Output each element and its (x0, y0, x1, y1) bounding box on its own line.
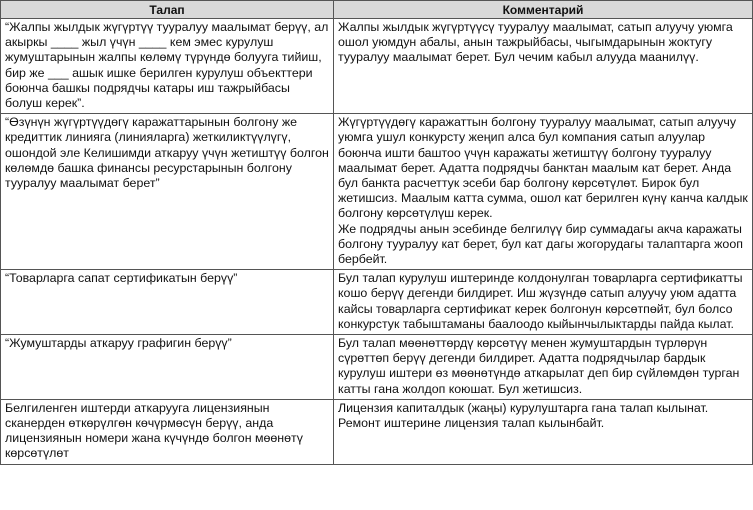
comment-cell (334, 399, 753, 464)
comment-cell (334, 335, 753, 400)
header-requirement: Талап (1, 1, 334, 19)
header-comment: Комментарий (334, 1, 753, 19)
requirement-cell: “Товарларга сапат сертификатын берүү” (1, 270, 334, 335)
table-row (1, 335, 753, 400)
comment-paragraph: Же подрядчы анын эсебинде белгилүү бир суммадагы акча каражаты болгону тууралуу кат берет, бул кат дагы жогорудагы талаптарга жооп бербейт. (338, 221, 743, 267)
comment-cell (334, 19, 753, 114)
table-row (1, 270, 753, 335)
comment-cell (334, 270, 753, 335)
comment-cell (334, 114, 753, 270)
requirement-cell: “Жумуштарды аткаруу графигин берүү” (1, 335, 334, 400)
table-row (1, 19, 753, 114)
comment-paragraph: Бул талап курулуш иштеринде колдонулган товарларга сертификатты кошо берүү дегенди билдирет. Иш жүзүндө сатып алуучу уюм адатта кайсы товарларга сертификат керек болгонун көрсөтпөйт, бул болсо конкурстук табыштаманы баалоодо кыйынчылыктарды пайда кылат. (338, 271, 743, 331)
requirement-cell: “Жалпы жылдык жүгүртүү тууралуу маалымат берүү, ал акыркы ____ жыл үчүн ____ кем эмес курулуш жумуштарынын жалпы көлөмү түрүндө болууга тийиш, бир же ___ ашык ишке берилген курулуш объекттери боюнча башкы подрядчы катары иш тажрыйбасы болуш керек”. (1, 19, 334, 114)
comment-paragraph: Жүгүртүүдөгү каражаттын болгону тууралуу маалымат, сатып алуучу уюмга ушул конкурсту жеңип алса бул компания сатып алуулар боюнча ишти баштоо үчүн каражаты жетиштүү болгону тууралуу маалымат берет. Адатта подрядчы банктан маалым кат берет. Анда бул банкта расчеттук эсеби бар болгону көрсөтүлөт. Бирок бул жетишсиз. Маалым катта сумма, ошол кат берилген күнү канча калдык болгону көрсөтүлүш керек. (338, 115, 748, 221)
requirement-cell: “Өзүнүн жүгүртүүдөгү каражаттарынын болгону же кредиттик линияга (линияларга) жеткиликтүүлүгү, ошондой эле Келишимди аткаруу үчүн жетиштүү болгон көлөмдө башка финансы ресурстарынын болгону тууралуу маалымат берет” (1, 114, 334, 270)
table-row (1, 399, 753, 464)
requirement-cell: Белгиленген иштерди аткарууга лицензиянын сканерден өткөрүлгөн көчүрмөсүн берүү, анда лицензиянын номери жана күчүндө болгон мөөнөтү көрсөтүлөт (1, 399, 334, 464)
table-row (1, 114, 753, 270)
comment-paragraph: Бул талап мөөнөттөрдү көрсөтүү менен жумуштардын түрлөрүн сүрөттөп берүү дегенди билдирет. Адатта подрядчылар бардык курулуш иштери өз мөөнөтүндө аткарылат деп бир сүйлөмдөн турган катты гана жолдоп коюшат. Бул жетишсиз. (338, 336, 740, 396)
comment-paragraph: Жалпы жылдык жүгүртүүсү тууралуу маалымат, сатып алуучу уюмга ошол уюмдун абалы, анын тажрыйбасы, чыгымдарынын жоктугу тууралуу маалымат берет. Бул чечим кабыл алууда маанилүү. (338, 20, 733, 65)
comment-paragraph: Лицензия капиталдык (жаңы) курулуштарга гана талап кылынат. Ремонт иштерине лицензия талап кылынбайт. (338, 400, 709, 431)
table-header-row (1, 1, 753, 19)
